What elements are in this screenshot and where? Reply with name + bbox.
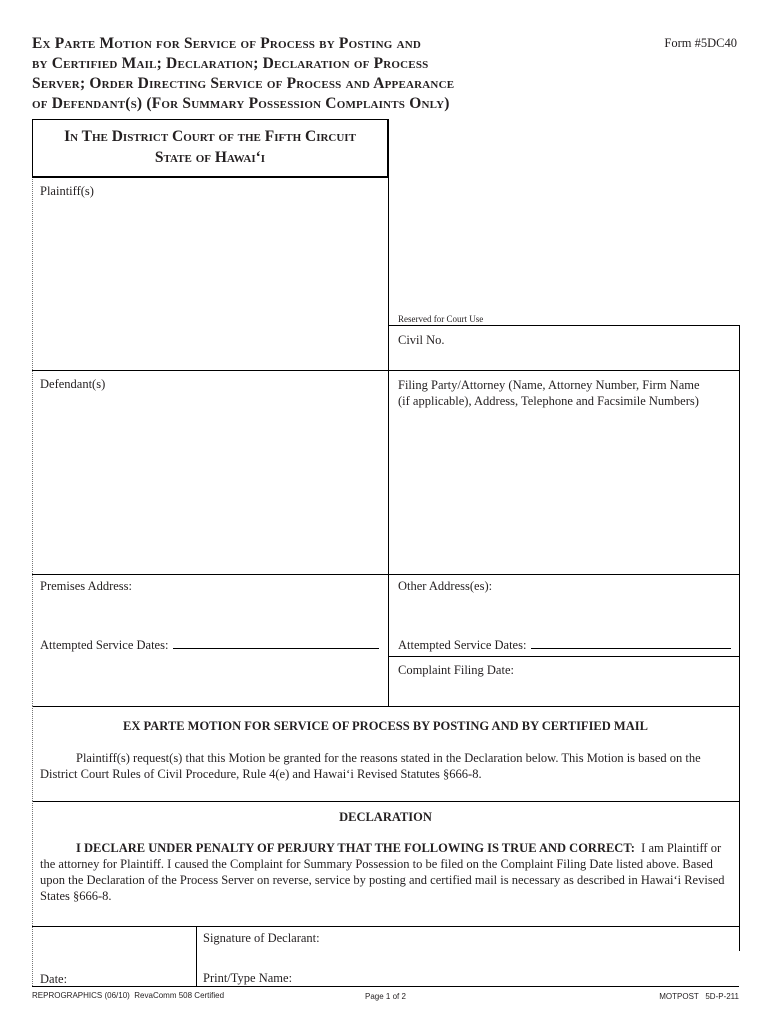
motion-heading: EX PARTE MOTION FOR SERVICE OF PROCESS BY POSTING AND BY CERTIFIED MAIL [123,719,648,733]
attempted-service-dates-line-right[interactable] [531,648,731,649]
divider [32,801,739,802]
attempted-service-dates-label: Attempted Service Dates: [40,638,169,652]
declaration-line: upon the Declaration of the Process Server on reverse, service by posting and certified mail is necessary as described in Hawai‘i Revised [40,873,725,887]
left-border [32,801,33,986]
left-border [32,177,33,706]
declaration-line: States §666-8. [40,889,112,903]
declaration-line: the attorney for Plaintiff. I caused the Complaint for Summary Possession to be filed on the Complaint Filing Date listed above. Based [40,857,713,871]
defendants-label: Defendant(s) [40,377,106,391]
signature-label: Signature of Declarant: [203,931,320,945]
page-number: Page 1 of 2 [365,992,406,1001]
attempted-service-dates-line[interactable] [173,648,379,649]
right-border [739,706,740,951]
plaintiffs-label: Plaintiff(s) [40,184,94,198]
declaration-body [40,840,735,904]
title-line: of Defendant(s) (For Summary Possession Complaints Only) [32,95,450,112]
declaration-heading: DECLARATION [339,810,432,824]
divider [388,325,739,326]
reserved-label: Reserved for Court Use [398,314,484,324]
date-label: Date: [40,972,68,986]
motion-line: Plaintiff(s) request(s) that this Motion be granted for the reasons stated in the Declaration below. This Motion is based on the [76,751,701,765]
court-state: State of Hawai‘i [154,149,266,166]
complaint-filing-date-label: Complaint Filing Date: [398,663,514,677]
filing-party-label [398,377,700,409]
filing-party-line: (if applicable), Address, Telephone and Facsimile Numbers) [398,394,699,408]
divider [32,370,739,371]
signature-divider [196,926,197,986]
divider [32,926,739,927]
premises-address-label: Premises Address: [40,579,133,593]
motion-body [40,750,735,782]
right-border [739,325,740,706]
divider [32,706,739,707]
center-divider [388,119,389,706]
form-title [32,34,512,114]
attempted-service-dates-label-right: Attempted Service Dates: [398,638,527,652]
motion-line: District Court Rules of Civil Procedure, Rule 4(e) and Hawai‘i Revised Statutes §666-8. [40,767,482,781]
revacomm-text: RevaComm 508 Certified [134,991,225,1000]
divider [32,177,388,178]
print-name-label: Print/Type Name: [203,971,293,985]
form-code: MOTPOST 5D-P-211 [659,992,739,1001]
civil-no-label: Civil No. [398,333,445,347]
form-number: Form #5DC40 [664,36,737,50]
footer-reprographics [32,991,224,1000]
court-name: In The District Court of the Fifth Circuit [64,128,356,145]
court-caption [32,119,388,177]
reprographics-text: REPROGRAPHICS (06/10) [32,991,130,1000]
title-line: by Certified Mail; Declaration; Declaration of Process [32,55,429,72]
title-line: Server; Order Directing Service of Process and Appearance [32,75,455,92]
divider [32,986,739,987]
title-line: Ex Parte Motion for Service of Process by Posting and [32,35,422,52]
filing-party-line: Filing Party/Attorney (Name, Attorney Number, Firm Name [398,378,700,392]
divider [388,656,739,657]
declaration-lead: I DECLARE UNDER PENALTY OF PERJURY THAT THE FOLLOWING IS TRUE AND CORRECT: [76,841,635,855]
divider [32,574,739,575]
other-addresses-label: Other Address(es): [398,579,493,593]
declaration-line [40,840,735,856]
declaration-line-rest: I am Plaintiff or [641,841,722,855]
